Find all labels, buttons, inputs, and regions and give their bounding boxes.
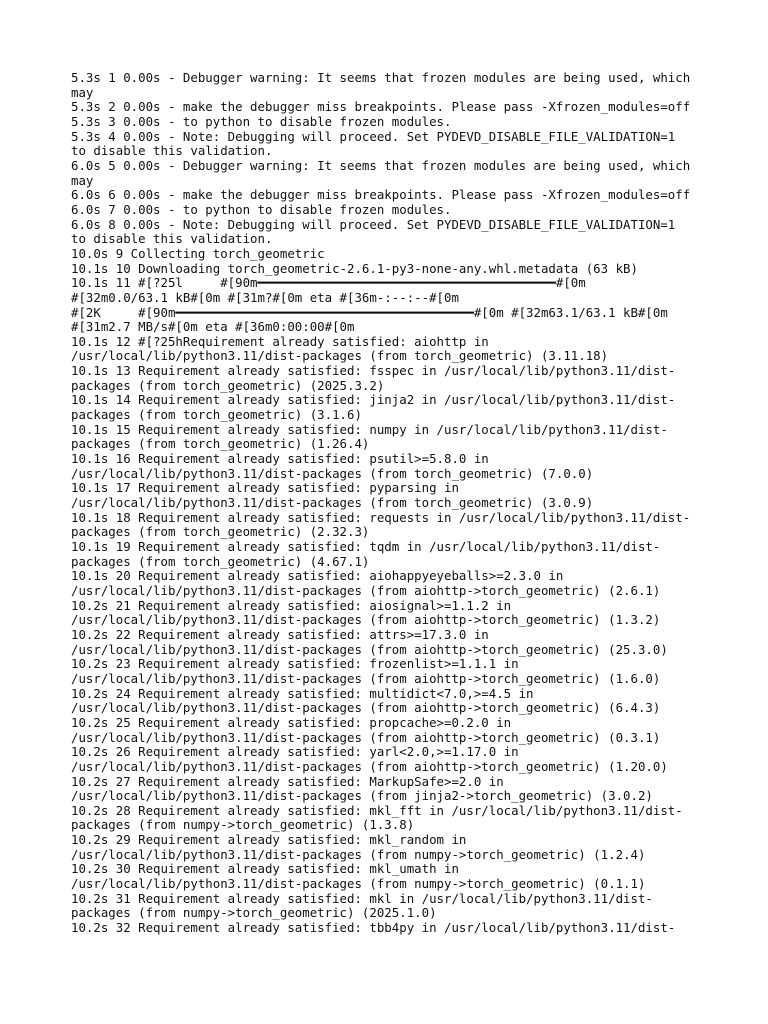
- log-line: 10.2s 30 Requirement already satisfied: mkl_umath in: [71, 862, 459, 877]
- log-line: /usr/local/lib/python3.11/dist-packages (from numpy->torch_geometric) (0.1.1): [71, 877, 646, 892]
- log-line: /usr/local/lib/python3.11/dist-packages (from aiohttp->torch_geometric) (2.6.1): [71, 583, 661, 598]
- log-line: 10.1s 10 Downloading torch_geometric-2.6.1-py3-none-any.whl.metadata (63 kB): [71, 261, 638, 276]
- log-line: 10.1s 11 #[?25l #[90m━━━━━━━━━━━━━━━━━━━━━━━━━━━━━━━━━━━━━━━━#[0m: [71, 276, 586, 291]
- log-line: /usr/local/lib/python3.11/dist-packages (from numpy->torch_geometric) (1.2.4): [71, 847, 646, 862]
- log-line: packages (from torch_geometric) (3.1.6): [71, 408, 362, 423]
- log-line: 5.3s 2 0.00s - make the debugger miss breakpoints. Please pass -Xfrozen_modules=off: [71, 100, 691, 115]
- log-line: 5.3s 4 0.00s - Note: Debugging will proceed. Set PYDEVD_DISABLE_FILE_VALIDATION=1: [71, 129, 676, 144]
- log-line: 6.0s 6 0.00s - make the debugger miss breakpoints. Please pass -Xfrozen_modules=off: [71, 188, 691, 203]
- log-line: #[32m0.0/63.1 kB#[0m #[31m?#[0m eta #[36m-:--:--#[0m: [71, 290, 459, 305]
- log-line: 10.1s 12 #[?25hRequirement already satisfied: aiohttp in: [71, 334, 489, 349]
- log-line: /usr/local/lib/python3.11/dist-packages (from torch_geometric) (3.11.18): [71, 349, 609, 364]
- log-line: 10.1s 14 Requirement already satisfied: jinja2 in /usr/local/lib/python3.11/dist-: [71, 393, 676, 408]
- log-line: 10.2s 29 Requirement already satisfied: mkl_random in: [71, 833, 467, 848]
- log-line: /usr/local/lib/python3.11/dist-packages (from jinja2->torch_geometric) (3.0.2): [71, 789, 653, 804]
- log-line: /usr/local/lib/python3.11/dist-packages (from aiohttp->torch_geometric) (0.3.1): [71, 730, 661, 745]
- log-line: 10.1s 20 Requirement already satisfied: aiohappyeyeballs>=2.3.0 in: [71, 569, 564, 584]
- log-line: may: [71, 85, 94, 100]
- log-line: packages (from torch_geometric) (2025.3.2): [71, 378, 385, 393]
- log-line: 6.0s 7 0.00s - to python to disable frozen modules.: [71, 202, 452, 217]
- log-line: packages (from torch_geometric) (1.26.4): [71, 437, 370, 452]
- log-line: #[2K #[90m━━━━━━━━━━━━━━━━━━━━━━━━━━━━━━━━━━━━━━━━#[0m #[32m63.1/63.1 kB#[0m: [71, 305, 668, 320]
- log-line: 6.0s 5 0.00s - Debugger warning: It seems that frozen modules are being used, which: [71, 158, 691, 173]
- console-log: [71, 71, 711, 936]
- log-line: may: [71, 173, 94, 188]
- log-line: 10.2s 28 Requirement already satisfied: mkl_fft in /usr/local/lib/python3.11/dist-: [71, 803, 683, 818]
- log-line: to disable this validation.: [71, 144, 273, 159]
- log-line: packages (from torch_geometric) (2.32.3): [71, 525, 370, 540]
- log-line: packages (from numpy->torch_geometric) (2025.1.0): [71, 906, 437, 921]
- log-line: 10.0s 9 Collecting torch_geometric: [71, 246, 325, 261]
- log-line: /usr/local/lib/python3.11/dist-packages (from aiohttp->torch_geometric) (25.3.0): [71, 642, 668, 657]
- log-line: 5.3s 3 0.00s - to python to disable frozen modules.: [71, 114, 452, 129]
- log-line: 10.2s 24 Requirement already satisfied: multidict<7.0,>=4.5 in: [71, 686, 534, 701]
- log-line: /usr/local/lib/python3.11/dist-packages (from torch_geometric) (3.0.9): [71, 496, 594, 511]
- log-line: /usr/local/lib/python3.11/dist-packages (from aiohttp->torch_geometric) (1.3.2): [71, 613, 661, 628]
- log-line: 10.2s 32 Requirement already satisfied: tbb4py in /usr/local/lib/python3.11/dist-: [71, 921, 676, 936]
- log-line: 10.1s 19 Requirement already satisfied: tqdm in /usr/local/lib/python3.11/dist-: [71, 540, 661, 554]
- log-line: /usr/local/lib/python3.11/dist-packages (from aiohttp->torch_geometric) (1.20.0): [71, 759, 668, 774]
- log-line: 10.1s 13 Requirement already satisfied: fsspec in /usr/local/lib/python3.11/dist-: [71, 364, 676, 379]
- log-line: 10.2s 27 Requirement already satisfied: MarkupSafe>=2.0 in: [71, 774, 504, 789]
- log-line: 10.2s 25 Requirement already satisfied: propcache>=0.2.0 in: [71, 715, 512, 730]
- log-line: 10.1s 18 Requirement already satisfied: requests in /usr/local/lib/python3.11/dist-: [71, 510, 691, 525]
- log-line: 10.1s 15 Requirement already satisfied: numpy in /usr/local/lib/python3.11/dist-: [71, 422, 668, 437]
- log-line: #[31m2.7 MB/s#[0m eta #[36m0:00:00#[0m: [71, 320, 355, 335]
- log-line: packages (from torch_geometric) (4.67.1): [71, 554, 370, 569]
- log-line: /usr/local/lib/python3.11/dist-packages (from aiohttp->torch_geometric) (6.4.3): [71, 701, 661, 716]
- log-line: 10.2s 22 Requirement already satisfied: attrs>=17.3.0 in: [71, 627, 489, 642]
- log-line: 10.2s 31 Requirement already satisfied: mkl in /usr/local/lib/python3.11/dist-: [71, 891, 653, 906]
- log-line: 10.2s 23 Requirement already satisfied: frozenlist>=1.1.1 in: [71, 657, 519, 672]
- log-line: /usr/local/lib/python3.11/dist-packages (from torch_geometric) (7.0.0): [71, 466, 594, 481]
- log-line: packages (from numpy->torch_geometric) (1.3.8): [71, 818, 415, 833]
- log-line: 5.3s 1 0.00s - Debugger warning: It seems that frozen modules are being used, which: [71, 71, 691, 85]
- log-line: 10.2s 26 Requirement already satisfied: yarl<2.0,>=1.17.0 in: [71, 745, 519, 760]
- log-line: 10.1s 17 Requirement already satisfied: pyparsing in: [71, 481, 459, 496]
- log-line: /usr/local/lib/python3.11/dist-packages (from aiohttp->torch_geometric) (1.6.0): [71, 671, 661, 686]
- log-line: to disable this validation.: [71, 232, 273, 247]
- log-line: 10.2s 21 Requirement already satisfied: aiosignal>=1.1.2 in: [71, 598, 512, 613]
- log-line: 10.1s 16 Requirement already satisfied: psutil>=5.8.0 in: [71, 452, 489, 467]
- log-line: 6.0s 8 0.00s - Note: Debugging will proceed. Set PYDEVD_DISABLE_FILE_VALIDATION=1: [71, 217, 676, 232]
